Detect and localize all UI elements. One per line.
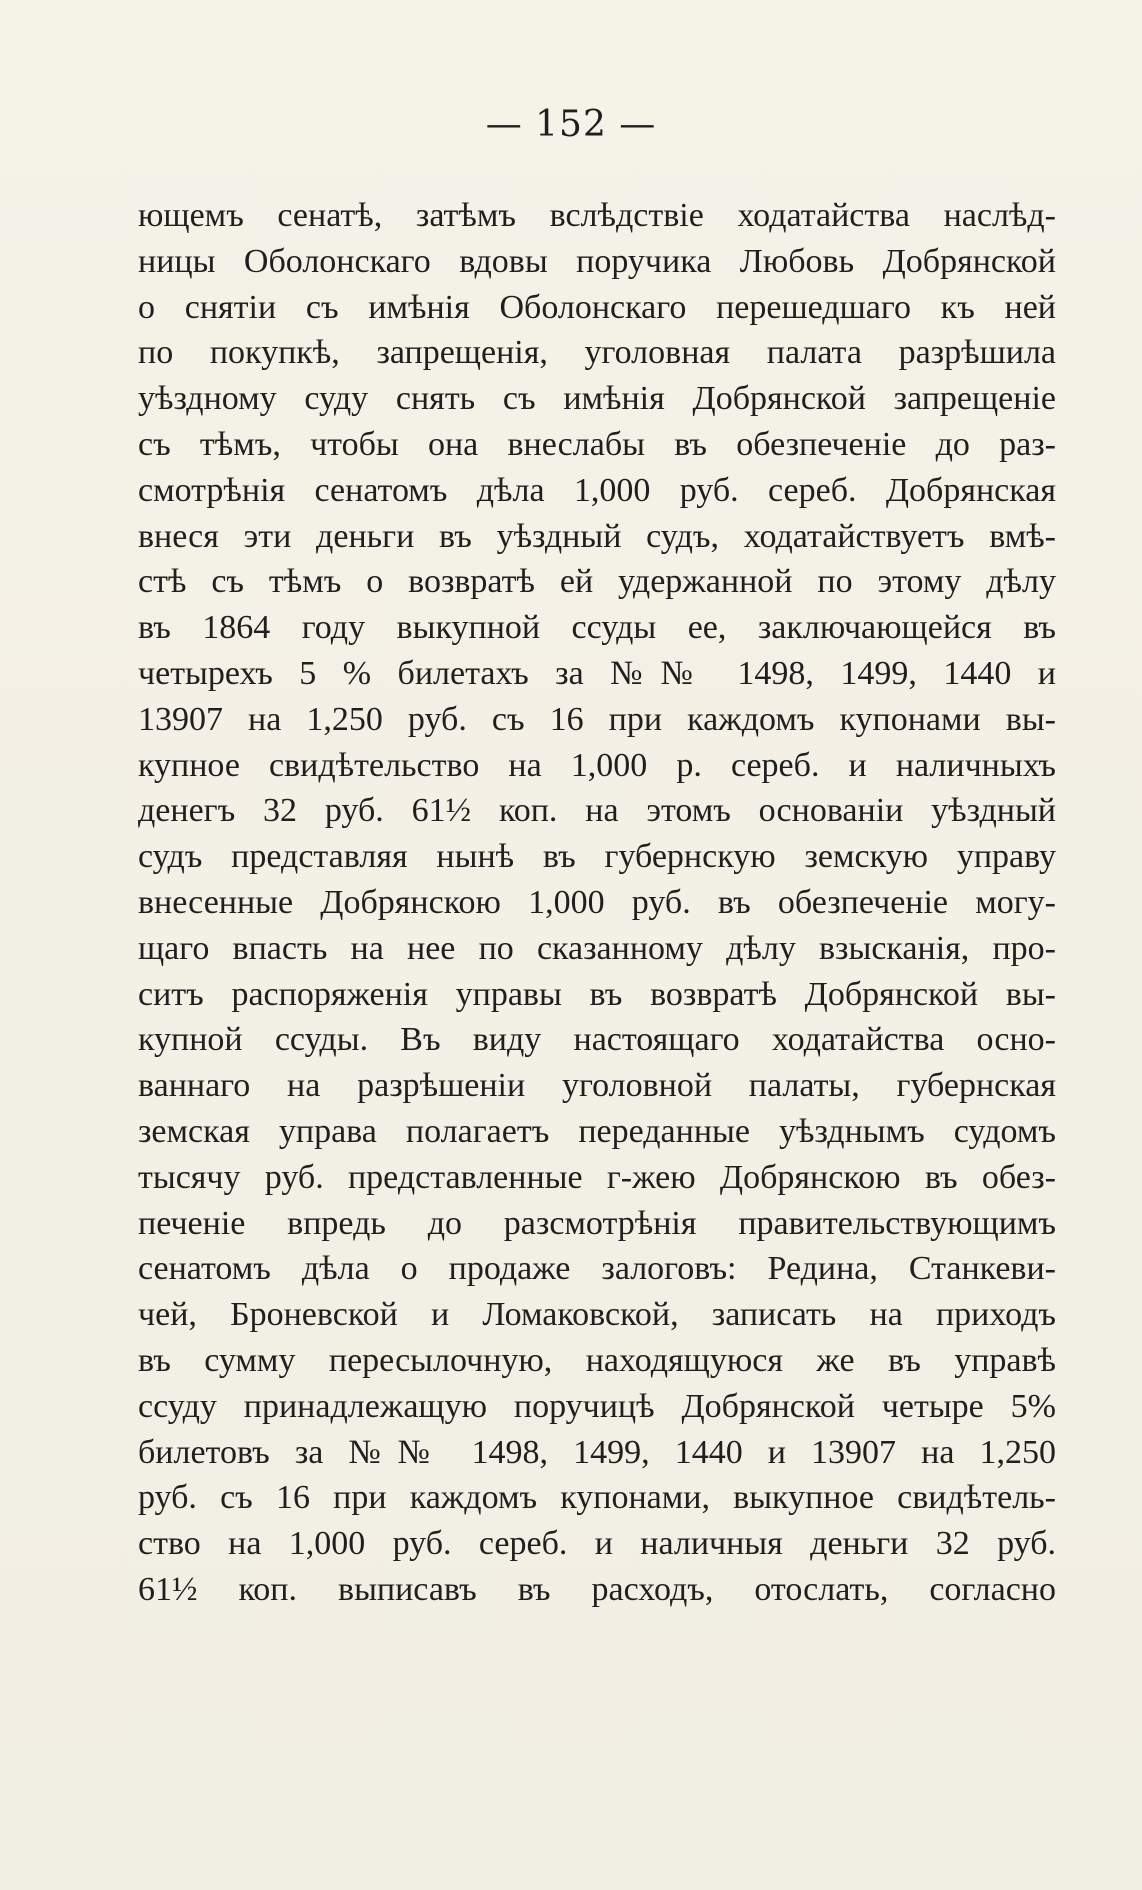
text-line: по покупкѣ, запрещенія, уголовная палата разрѣшила: [138, 334, 1056, 372]
text-line: щаго впасть на нее по сказанному дѣлу взысканія, про-: [138, 929, 1056, 967]
text-line: ссуду принадлежащую поручицѣ Добрянской четыре 5%: [138, 1387, 1056, 1425]
text-line: въ 1864 году выкупной ссуды ее, заключающейся въ: [138, 609, 1056, 647]
text-line: судъ представляя нынѣ въ губернскую земскую управу: [138, 838, 1056, 876]
text-line: сенатомъ дѣла о продаже залоговъ: Редина, Станкеви-: [138, 1250, 1056, 1288]
text-line: ство на 1,000 руб. сереб. и наличныя деньги 32 руб.: [138, 1525, 1056, 1563]
text-line: билетовъ за №№ 1498, 1499, 1440 и 13907 на 1,250: [138, 1433, 1056, 1471]
text-line: чей, Броневской и Ломаковской, записать на приходъ: [138, 1296, 1056, 1334]
text-line: смотрѣнія сенатомъ дѣла 1,000 руб. сереб. Добрянская: [138, 471, 1056, 509]
text-line: четырехъ 5 % билетахъ за №№ 1498, 1499, 1440 и: [138, 654, 1056, 692]
text-line: печеніе впредь до разсмотрѣнія правительствующимъ: [138, 1204, 1056, 1242]
text-line: стѣ съ тѣмъ о возвратѣ ей удержанной по этому дѣлу: [138, 563, 1056, 601]
text-line: тысячу руб. представленные г-жею Добрянскою въ обез-: [138, 1158, 1056, 1196]
text-line: земская управа полагаетъ переданные уѣзднымъ судомъ: [138, 1112, 1056, 1150]
text-line: внеся эти деньги въ уѣздный судъ, ходатайствуетъ вмѣ-: [138, 517, 1056, 555]
text-line: 61½ коп. выписавъ въ расходъ, отослать, согласно: [138, 1570, 1056, 1608]
text-line: ницы Оболонскаго вдовы поручика Любовь Добрянской: [138, 242, 1056, 280]
text-line: въ сумму пересылочную, находящуюся же въ управѣ: [138, 1341, 1056, 1379]
text-line: ваннаго на разрѣшеніи уголовной палаты, губернская: [138, 1067, 1056, 1105]
text-line: ситъ распоряженія управы въ возвратѣ Добрянской вы-: [138, 975, 1056, 1013]
text-line: внесенные Добрянскою 1,000 руб. въ обезпеченіе могу-: [138, 883, 1056, 921]
text-line: денегъ 32 руб. 61½ коп. на этомъ основаніи уѣздный: [138, 792, 1056, 830]
text-line: купной ссуды. Въ виду настоящаго ходатайства осно-: [138, 1021, 1056, 1059]
text-line: руб. съ 16 при каждомъ купонами, выкупное свидѣтель-: [138, 1479, 1056, 1517]
text-line: 13907 на 1,250 руб. съ 16 при каждомъ купонами вы-: [138, 700, 1056, 738]
text-line: купное свидѣтельство на 1,000 р. сереб. и наличныхъ: [138, 746, 1056, 784]
body-text: [138, 193, 1056, 1613]
text-line: съ тѣмъ, чтобы она внеслабы въ обезпеченіе до раз-: [138, 425, 1056, 463]
page-number: — 152 —: [485, 104, 657, 145]
text-line: уѣздному суду снять съ имѣнія Добрянской запрещеніе: [138, 380, 1056, 418]
text-line: ющемъ сенатѣ, затѣмъ вслѣдствіе ходатайства наслѣд-: [138, 197, 1056, 234]
text-line: о снятіи съ имѣнія Оболонскаго перешедшаго къ ней: [138, 288, 1056, 326]
